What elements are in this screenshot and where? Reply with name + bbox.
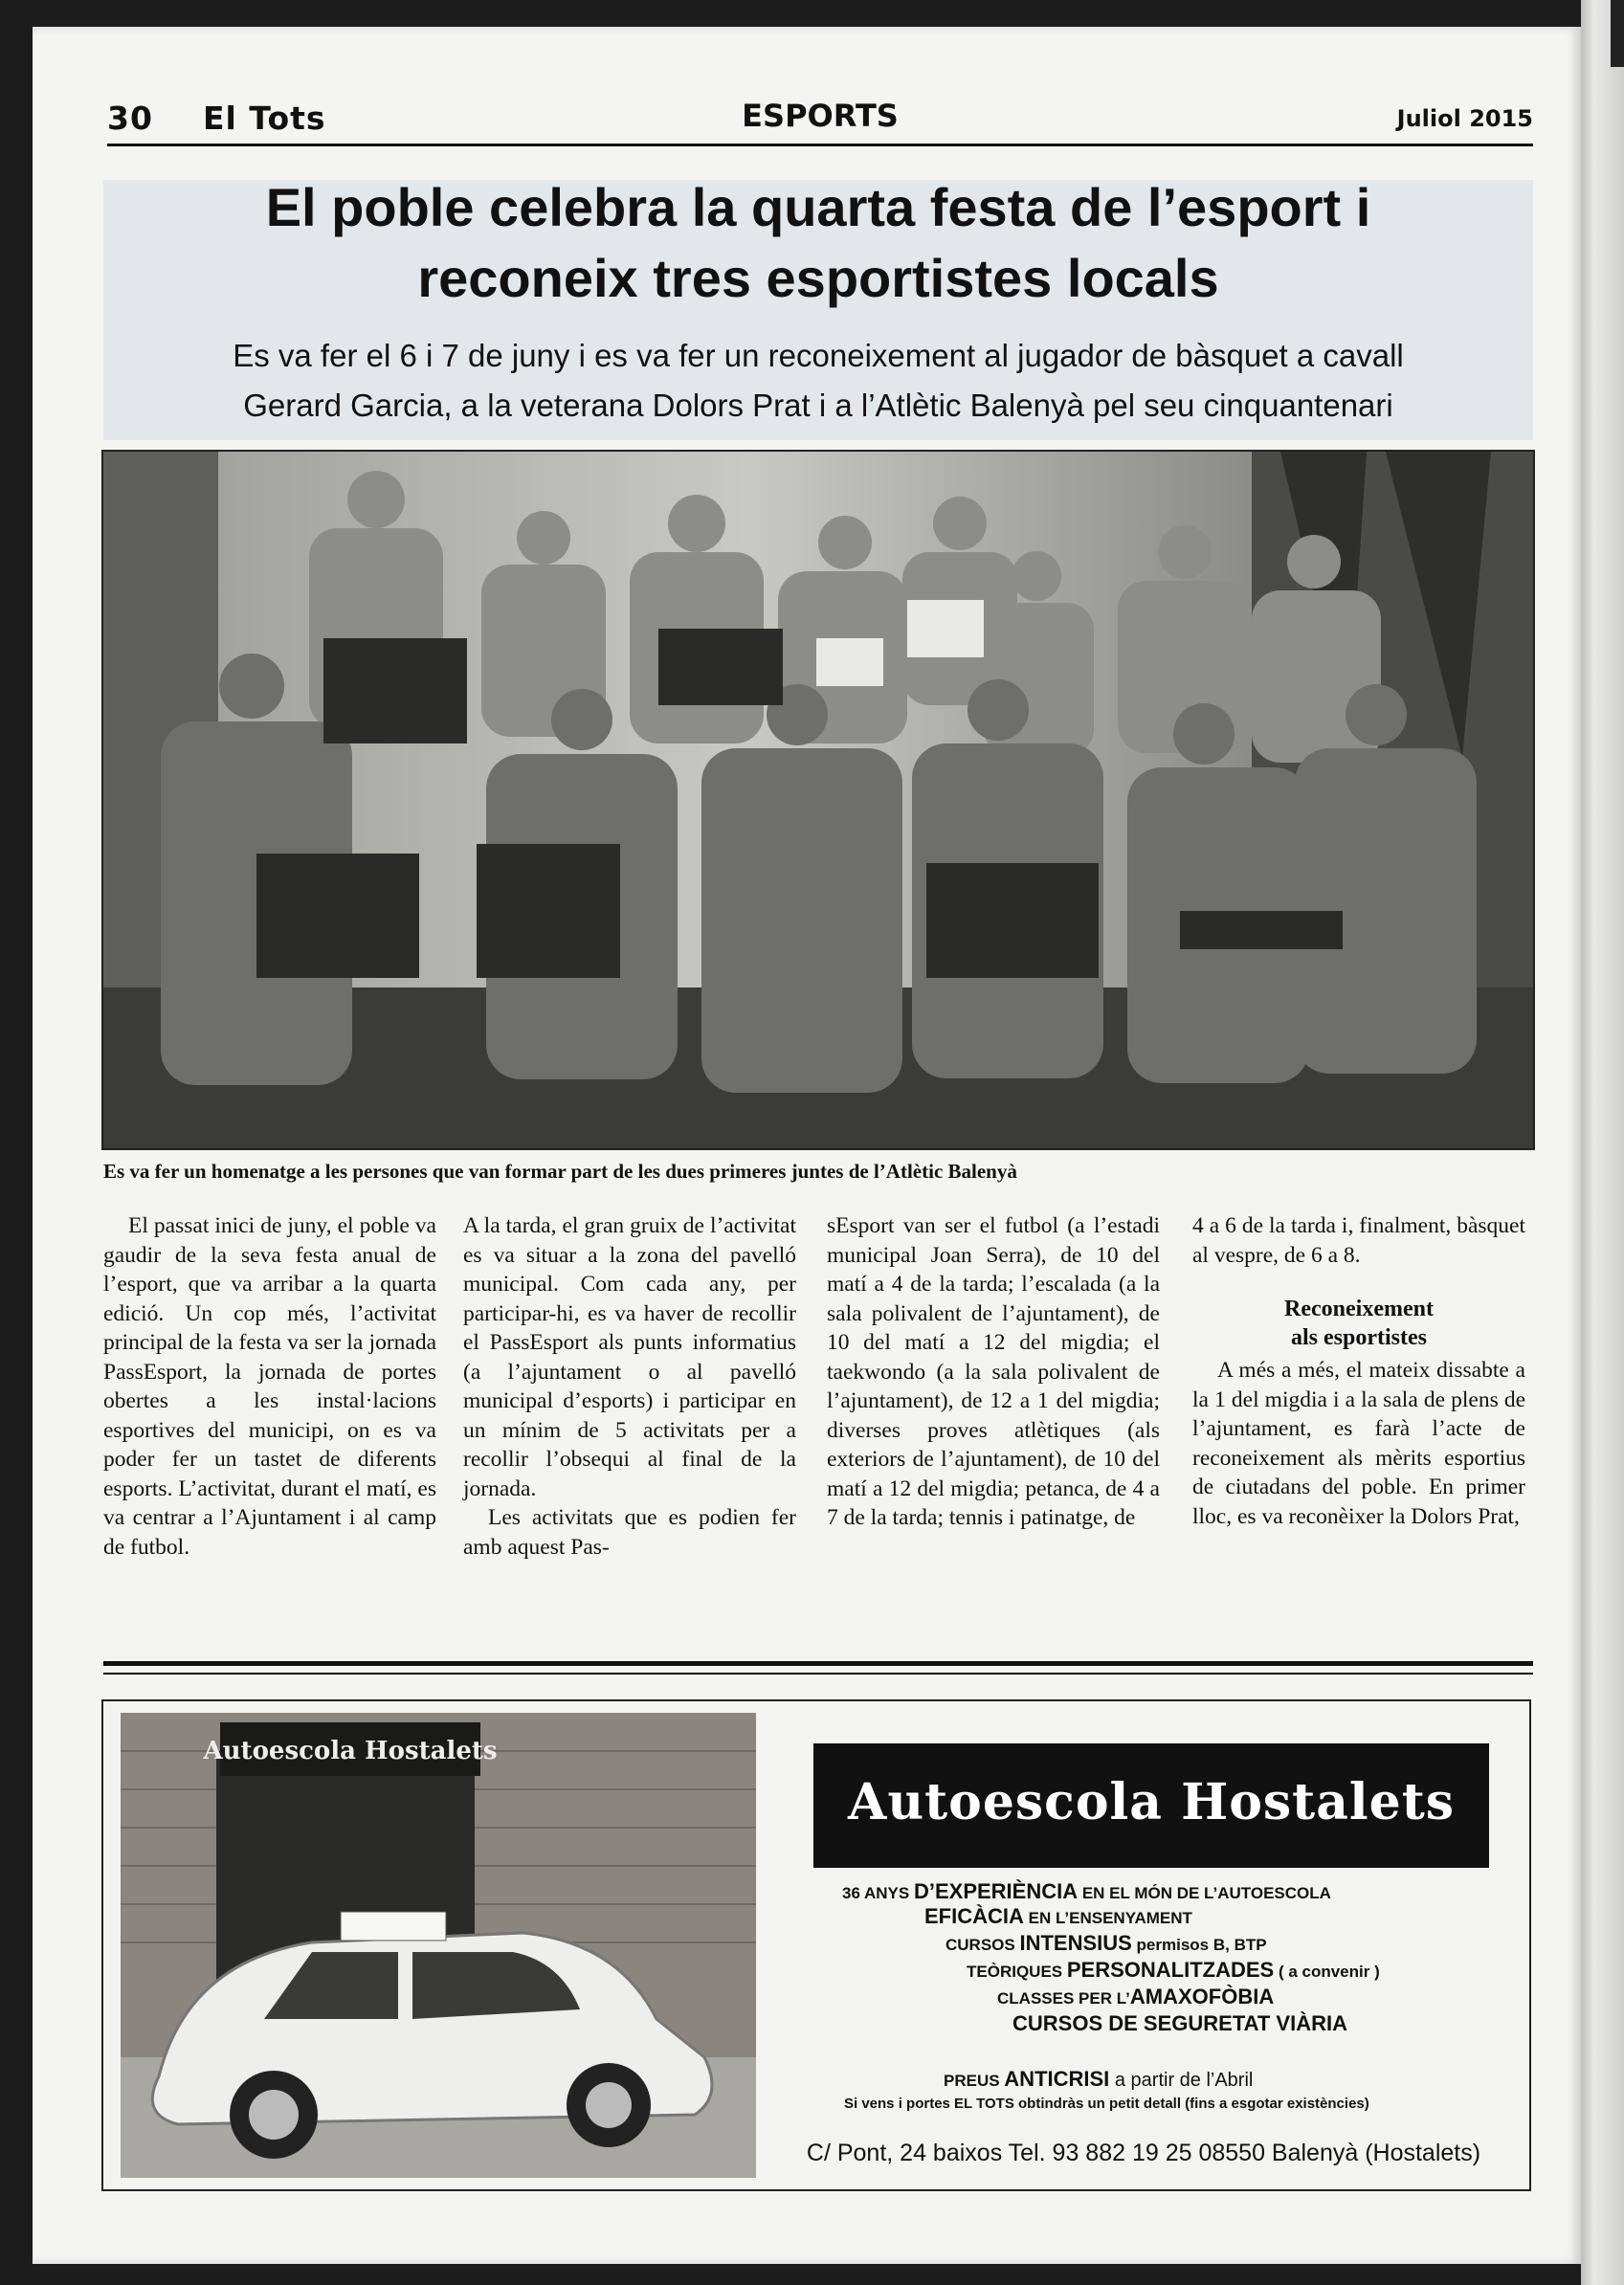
article-column-3 <box>827 1211 1160 1533</box>
ad-line-promo: Si vens i portes EL TOTS obtindràs un petit detall (fins a esgotar existències) <box>844 2096 1369 2112</box>
section-label: ESPORTS <box>742 98 899 134</box>
ad-line-prices: PREUS ANTICRISI a partir de l’Abril <box>944 2067 1254 2091</box>
page-header <box>107 98 1533 146</box>
headline-line-1: El poble celebra la quarta festa de l’esport i <box>265 177 1371 237</box>
ad-line-road-safety: CURSOS DE SEGURETAT VIÀRIA <box>1012 2011 1347 2035</box>
storefront-sign: Autoescola Hostalets <box>203 1737 498 1765</box>
column-2-paragraph-1: A la tarda, el gran gruix de l’activitat es va situar a la zona del pavelló municipal. Com cada any, per participar-hi, es va haver de recollir el PassEsport als punts informatius (a l’ajuntament o al pavelló municipal d’esports) i participar en un mínim de 5 activitats per a recollir l’obsequi al final de la jornada. <box>463 1213 796 1501</box>
column-4-paragraph-1: 4 a 6 de la tarda i, finalment, bàsquet al vespre, de 6 a 8. <box>1192 1213 1525 1268</box>
headline <box>103 172 1533 314</box>
issue-date: Juliol 2015 <box>1396 105 1533 132</box>
ad-line-efficacy: EFICÀCIA EN L’ENSENYAMENT <box>924 1904 1192 1928</box>
article-column-4 <box>1192 1211 1525 1531</box>
driving-school-ad <box>101 1699 1531 2191</box>
column-4-paragraph-2: A més a més, el mateix dissabte a la 1 del migdia i a la sala de plens de l’ajuntament, es farà l’acte de reconeixement als mèrits esportius de ciutadans del poble. En primer lloc, es va reconèixer la Dolors Prat, <box>1192 1358 1525 1529</box>
headline-block <box>103 177 1533 440</box>
ad-logo: Autoescola Hostalets <box>813 1743 1489 1868</box>
ad-address: C/ Pont, 24 baixos Tel. 93 882 19 25 08550 Balenyà (Hostalets) <box>806 2140 1481 2166</box>
subtitle-line-1: Reconeixement <box>1284 1297 1434 1321</box>
subtitle-line-2: als esportistes <box>1291 1325 1427 1350</box>
article-column-2 <box>463 1211 796 1562</box>
headline-line-2: reconeix tres esportistes locals <box>417 248 1219 308</box>
photo-caption: Es va fer un homenatge a les persones que van formar part de les dues primeres juntes de l’Atlètic Balenyà <box>103 1160 1017 1183</box>
subhead-line-2: Gerard Garcia, a la veterana Dolors Prat i a l’Atlètic Balenyà pel seu cinquantenari <box>243 388 1393 423</box>
column-3-text: sEsport van ser el futbol (a l’estadi municipal Joan Serra), de 10 del matí a 4 de la tarda; l’escalada (a la sala polivalent de l’ajuntament), de 10 del matí a 12 del migdia; el taekwondo (a la sala polivalent de l’ajuntament), de 12 a 1 del migdia; diverses proves atlètiques (als exteriors de l’ajuntament), de 10 del matí a 12 del migdia; petanca, de 4 a 7 de la tarda; tennis i patinatge, de <box>827 1213 1160 1530</box>
article-column-1 <box>103 1211 436 1562</box>
ad-line-theory: TEÒRIQUES PERSONALITZADES ( a convenir ) <box>967 1958 1380 1982</box>
divider-thick <box>103 1661 1533 1666</box>
ad-line-amaxophobia: CLASSES PER L’AMAXOFÒBIA <box>997 1985 1275 2008</box>
ad-line-experience: 36 ANYS D’EXPERIÈNCIA EN EL MÓN DE L’AUTOESCOLA <box>842 1879 1331 1903</box>
page-edge <box>1581 0 1624 2285</box>
column-1-text: El passat inici de juny, el poble va gaudir de la seva festa anual de l’esport, que va arribar a la quarta edició. Un cop més, l’activitat principal de la festa va ser la jornada PassEsport, la jornada de portes obertes a les instal·lacions esportives del municipi, on es va poder fer un tastet de diferents esports. L’activitat, durant el matí, es va centrar a l’Ajuntament i al camp de futbol. <box>103 1213 436 1560</box>
storefront-illustration <box>121 1713 756 2178</box>
publication-name: El Tots <box>203 100 326 137</box>
column-4-subtitle <box>1192 1295 1525 1352</box>
ad-line-intensive: CURSOS INTENSIUS permisos B, BTP <box>945 1931 1267 1955</box>
column-2-paragraph-2: Les activitats que es podien fer amb aquest Pas- <box>463 1505 796 1560</box>
subheadline <box>103 331 1533 431</box>
subhead-line-1: Es va fer el 6 i 7 de juny i es va fer un reconeixement al jugador de bàsquet a cavall <box>233 338 1404 373</box>
ad-storefront-photo <box>121 1713 756 2178</box>
page-number: 30 <box>107 100 153 137</box>
group-photo <box>101 450 1535 1150</box>
group-photo-illustration <box>103 452 1533 1148</box>
divider-thin <box>103 1673 1533 1675</box>
